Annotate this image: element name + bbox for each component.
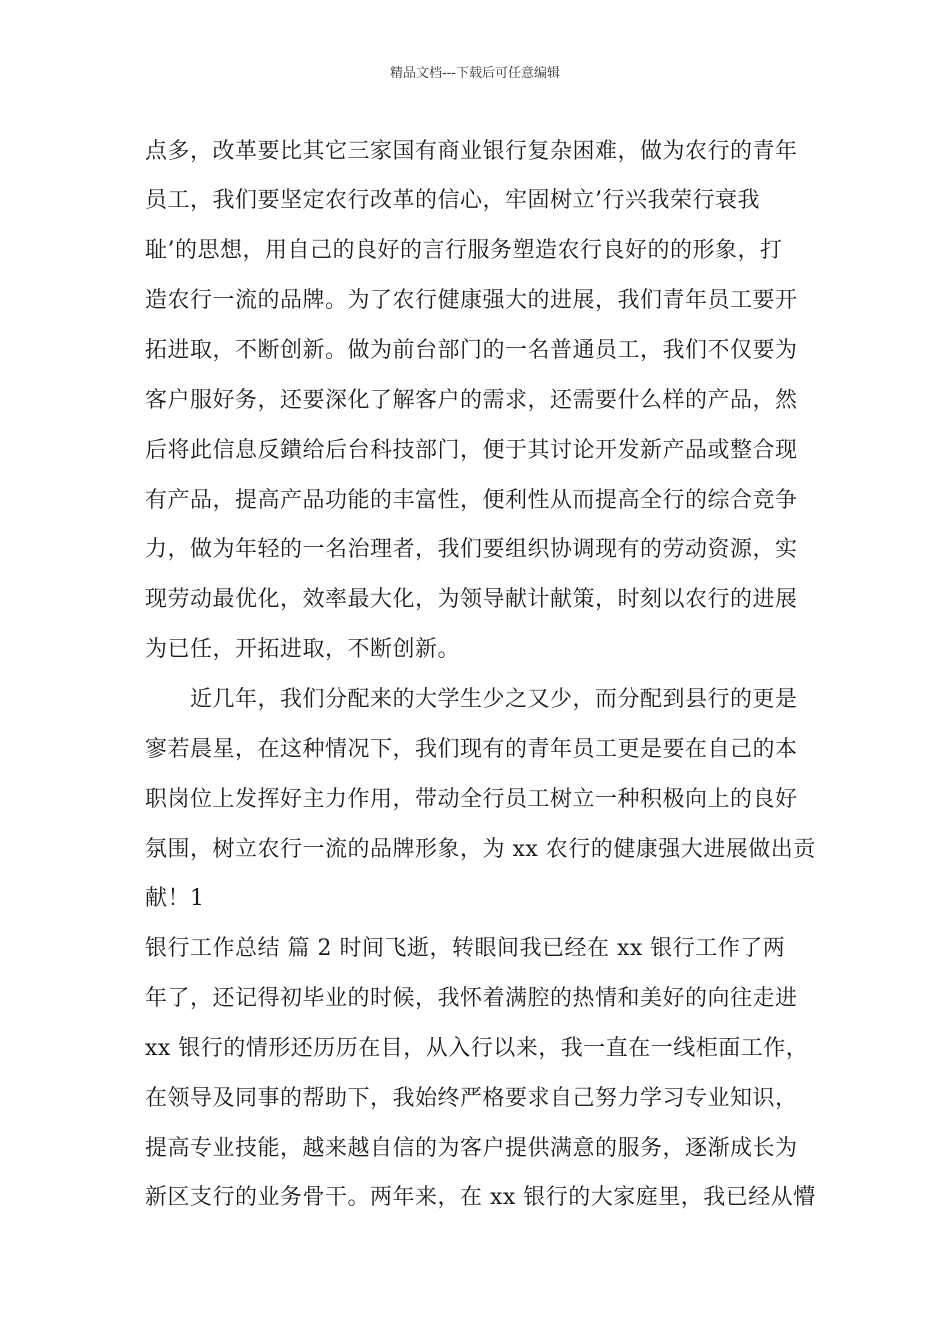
page-header: 精品文档---下载后可任意编辑 — [389, 66, 561, 81]
text-line: 耻’的思想，用自己的良好的言行服务塑造农行良好的的形象，打 — [145, 238, 783, 263]
text-line: 造农行一流的品牌。为了农行健康强大的进展，我们青年员工要开 — [145, 288, 798, 313]
text-line: 拓进取，不断创新。做为前台部门的一名普通员工，我们不仅要为 — [145, 338, 798, 363]
text-line: 职岗位上发挥好主力作用，带动全行员工树立一种积极向上的良好 — [145, 787, 798, 812]
text-line: 后将此信息反鐀给后台科技部门，便于其讨论开发新产品或整合现 — [145, 438, 798, 463]
text-line: 员工，我们要坚定农行改革的信心，牢固树立’行兴我荣行衰我 — [145, 188, 760, 213]
text-line: 客户服好务，还要深化了解客户的需求，还需要什么样的产品，然 — [145, 388, 798, 413]
text-line: 现劳动最优化，效率最大化，为领导献计献策，时刻以农行的进展 — [145, 587, 798, 612]
text-line: 献！1 — [145, 886, 205, 911]
text-line: 在领导及同事的帮助下，我始终严格要求自己努力学习专业知识， — [145, 1086, 798, 1111]
text-line: 为已任，开拓进取，不断创新。 — [145, 637, 461, 662]
section-heading-line: 银行工作总结 篇 2 时间飞逝，转眼间我已经在 xx 银行工作了两 — [145, 936, 786, 961]
text-line: 氛围，树立农行一流的品牌形象，为 xx 农行的健康强大进展做出贡 — [145, 837, 816, 862]
text-line: 近几年，我们分配来的大学生少之又少，而分配到县行的更是 — [190, 687, 798, 712]
text-line: 有产品，提高产品功能的丰富性，便利性从而提高全行的综合竞争 — [145, 488, 798, 513]
text-line: 新区支行的业务骨干。两年来，在 xx 银行的大家庭里，我已经从懵 — [145, 1185, 816, 1210]
text-line: 寥若晨星，在这种情况下，我们现有的青年员工更是要在自己的本 — [145, 737, 798, 762]
text-line: xx 银行的情形还历历在目，从入行以来，我一直在一线柜面工作， — [145, 1036, 809, 1061]
text-line: 力，做为年轻的一名治理者，我们要组织协调现有的劳动资源，实 — [145, 537, 798, 562]
text-line: 提高专业技能，越来越自信的为客户提供满意的服务，逐渐成长为 — [145, 1136, 798, 1161]
text-line: 点多，改革要比其它三家国有商业银行复杂困难，做为农行的青年 — [145, 139, 798, 164]
text-line: 年了，还记得初毕业的时候，我怀着满腔的热情和美好的向往走进 — [145, 986, 798, 1011]
